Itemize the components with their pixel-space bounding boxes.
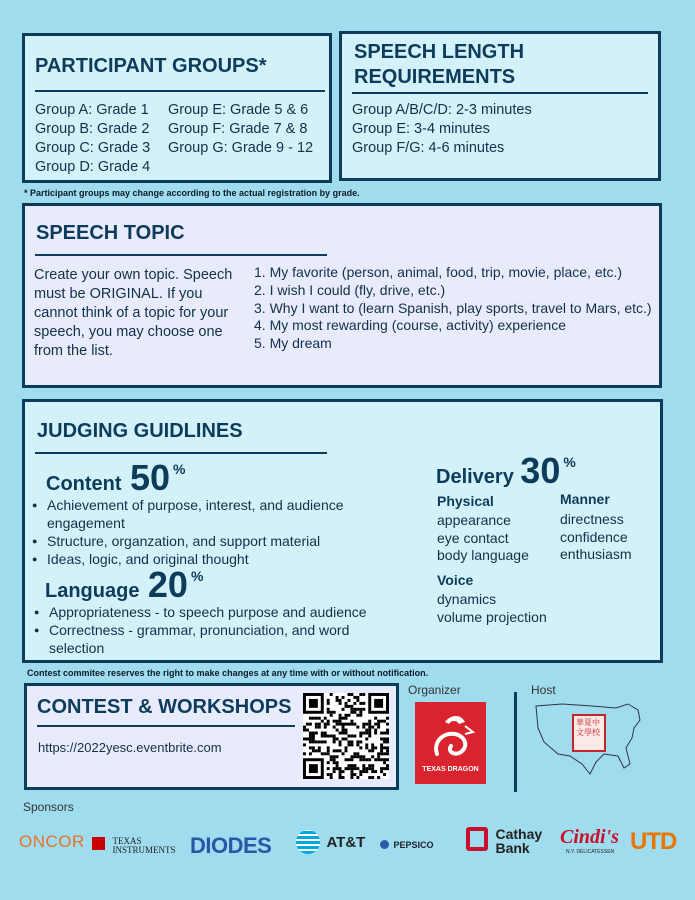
delivery-item: eye contact [437, 529, 509, 546]
ti-line: TEXAS [112, 836, 142, 846]
cathay-line: Bank [495, 840, 530, 856]
length-item: Group E: 3-4 minutes [352, 121, 490, 137]
att-logo [296, 830, 365, 854]
committee-note: Contest commitee reserves the right to make changes at any time with or without notification. [27, 668, 429, 678]
att-text: AT&T [326, 833, 366, 851]
speech-topic-box [22, 203, 662, 388]
content-label: Content [46, 473, 122, 495]
physical-list [437, 512, 529, 565]
ti-state-icon [92, 837, 105, 850]
group-item: Group A: Grade 1 [35, 102, 149, 118]
cindis-text: Cindi's [560, 826, 619, 848]
divider [35, 452, 327, 454]
cindis-subtext: N.Y. DELICATESSEN [566, 849, 615, 855]
percent-sign: % [563, 454, 576, 470]
participant-col2 [168, 101, 313, 158]
ti-logo [92, 837, 175, 855]
topic-item: 5. My dream [254, 335, 332, 352]
topic-item: 3. Why I want to (learn Spanish, play sports, travel to Mars, etc.) [254, 299, 652, 316]
vertical-divider [514, 692, 517, 792]
delivery-percent: 30 [520, 450, 561, 491]
texas-dragon-logo [415, 702, 486, 784]
participant-groups-title: PARTICIPANT GROUPS* [35, 55, 267, 77]
group-item: Group G: Grade 9 - 12 [168, 140, 314, 156]
percent-sign: % [190, 568, 204, 584]
pepsico-text: PEPSICO [393, 839, 434, 850]
content-bullet: ● Achievement of purpose, interest, and audience engagement [47, 496, 377, 532]
host-seal [572, 714, 606, 752]
group-item: Group E: Grade 5 & 6 [168, 102, 309, 118]
divider [37, 725, 295, 727]
topic-item: 4. My most rewarding (course, activity) experience [254, 317, 566, 334]
delivery-heading [436, 450, 576, 492]
delivery-item: enthusiasm [560, 546, 632, 562]
participant-col1 [35, 101, 150, 177]
speech-length-box [339, 31, 661, 181]
delivery-item: volume projection [437, 609, 547, 625]
group-item: Group B: Grade 2 [35, 121, 150, 137]
divider [35, 90, 325, 92]
title-line: SPEECH LENGTH [354, 41, 525, 63]
length-item: Group F/G: 4-6 minutes [352, 140, 505, 156]
pepsico-logo [380, 836, 433, 854]
delivery-item: body language [437, 547, 529, 563]
content-heading [46, 457, 186, 499]
delivery-item: directness [560, 511, 624, 527]
divider [35, 254, 327, 256]
cathay-bank-logo [466, 827, 542, 855]
oncor-logo [19, 832, 85, 852]
manner-label: Manner [560, 491, 610, 507]
language-heading [45, 564, 203, 606]
topic-item: 1. My favorite (person, animal, food, trip, movie, place, etc.) [254, 264, 623, 280]
speech-topic-list [254, 264, 654, 353]
group-item: Group C: Grade 3 [35, 140, 151, 156]
participant-groups-box [22, 33, 332, 183]
cathay-line: Cathay [495, 826, 543, 842]
percent-sign: % [173, 461, 186, 477]
diodes-text: DIODES [190, 833, 272, 858]
title-line: REQUIREMENTS [354, 66, 516, 88]
group-item: Group D: Grade 4 [35, 159, 151, 175]
texas-dragon-text: TEXAS DRAGON [422, 766, 479, 773]
content-bullet: ● Ideas, logic, and original thought [47, 550, 249, 568]
length-item: Group A/B/C/D: 2-3 minutes [352, 102, 532, 118]
sponsors-label: Sponsors [23, 800, 74, 814]
utd-text: UTD [630, 828, 677, 855]
language-percent: 20 [147, 564, 188, 605]
manner-list [560, 511, 632, 564]
content-bullet: ● Structure, organzation, and support material [47, 532, 320, 550]
contest-url[interactable]: https://2022yesc.eventbrite.com [38, 740, 222, 755]
host-seal-text: 華夏中文學校 [576, 718, 600, 737]
cindis-logo [560, 826, 619, 855]
divider [352, 92, 648, 94]
delivery-item: confidence [560, 528, 628, 545]
delivery-item: dynamics [437, 591, 497, 607]
pepsi-globe-icon [380, 840, 389, 849]
contest-title: CONTEST & WORKSHOPS [37, 696, 292, 718]
judging-box [22, 399, 663, 663]
oncor-text: ONCOR [19, 832, 85, 851]
cathay-icon [466, 827, 488, 851]
ti-line: INSTRUMENTS [112, 845, 176, 855]
cathay-text [495, 827, 542, 855]
globe-icon [296, 830, 320, 854]
physical-label: Physical [437, 493, 494, 509]
judging-title: JUDGING GUIDLINES [37, 420, 243, 442]
participant-footnote: * Participant groups may change according to the actual registration by grade. [24, 188, 360, 198]
host-label: Host [531, 683, 556, 697]
language-label: Language [45, 580, 140, 602]
speech-length-list [352, 101, 532, 158]
contest-box [24, 683, 399, 790]
delivery-label: Delivery [436, 466, 514, 488]
delivery-item: appearance [437, 512, 511, 528]
topic-item: 2. I wish I could (fly, drive, etc.) [254, 281, 446, 298]
voice-list [437, 590, 547, 626]
speech-topic-title: SPEECH TOPIC [36, 222, 185, 244]
content-percent: 50 [130, 457, 171, 498]
speech-length-title [354, 40, 524, 90]
qr-code[interactable] [303, 693, 389, 779]
language-bullet: ● Appropriateness - to speech purpose and audience [49, 603, 367, 621]
speech-topic-intro: Create your own topic. Speech must be ORIGINAL. If you cannot think of a topic for your speech, you may choose one from the list. [34, 267, 233, 359]
voice-label: Voice [437, 572, 474, 588]
diodes-logo [190, 833, 271, 859]
group-item: Group F: Grade 7 & 8 [168, 121, 308, 137]
utd-logo [630, 828, 676, 856]
ti-text [112, 837, 175, 855]
language-bullet: ● Correctness - grammar, pronunciation, and word selection [49, 621, 389, 657]
organizer-label: Organizer [408, 683, 461, 697]
